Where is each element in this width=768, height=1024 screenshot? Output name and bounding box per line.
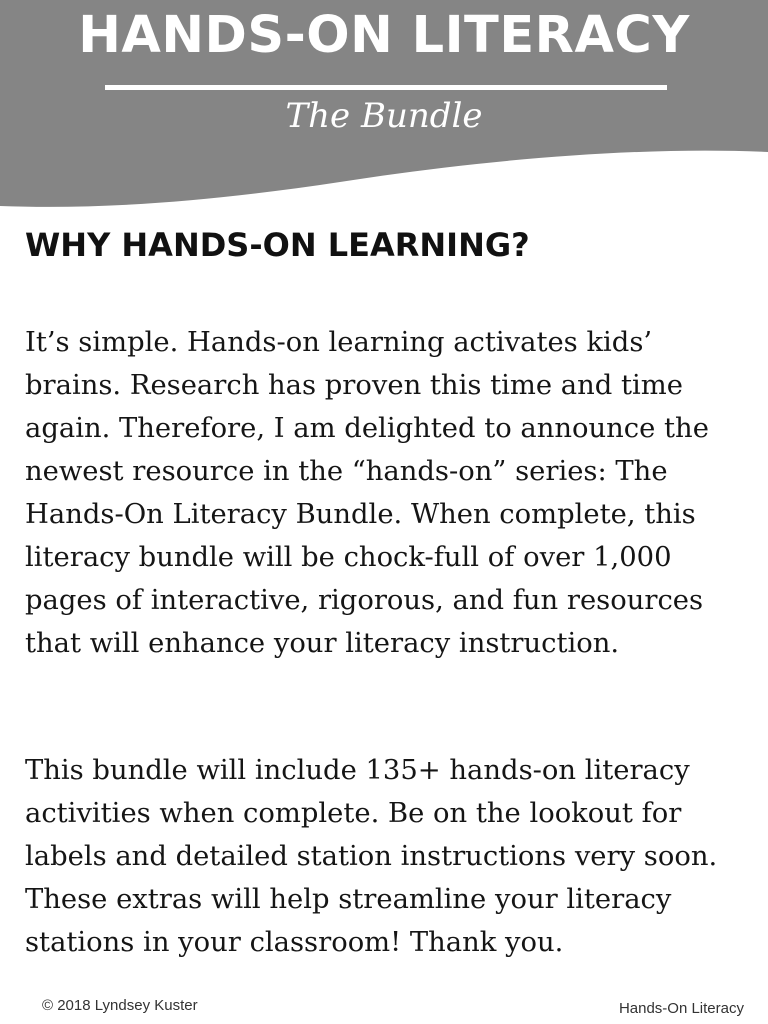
header-banner (0, 0, 768, 210)
banner-subtitle: The Bundle (285, 96, 483, 136)
paragraph-details: This bundle will include 135+ hands-on literacy activities when complete. Be on the lookout for labels and detailed station instructions very soon. These extras will help streamline your literacy stations in your classroom! Thank you. (25, 755, 718, 958)
paragraph-intro: It’s simple. Hands-on learning activates kids’ brains. Research has proven this time and time again. Therefore, I am delighted to announce the newest resource in the “hands-on” series: The Hands-On Literacy Bundle. When complete, this literacy bundle will be chock-full of over 1,000 pages of interactive, rigorous, and fun resources that will enhance your literacy instruction. (25, 327, 709, 659)
banner-divider (105, 85, 667, 90)
footer-product-name: Hands-On Literacy (618, 1000, 744, 1017)
banner-title: HANDS-ON LITERACY (78, 6, 690, 65)
section-heading: WHY HANDS-ON LEARNING? (25, 226, 530, 264)
footer-copyright: © 2018 Lyndsey Kuster (42, 997, 198, 1014)
